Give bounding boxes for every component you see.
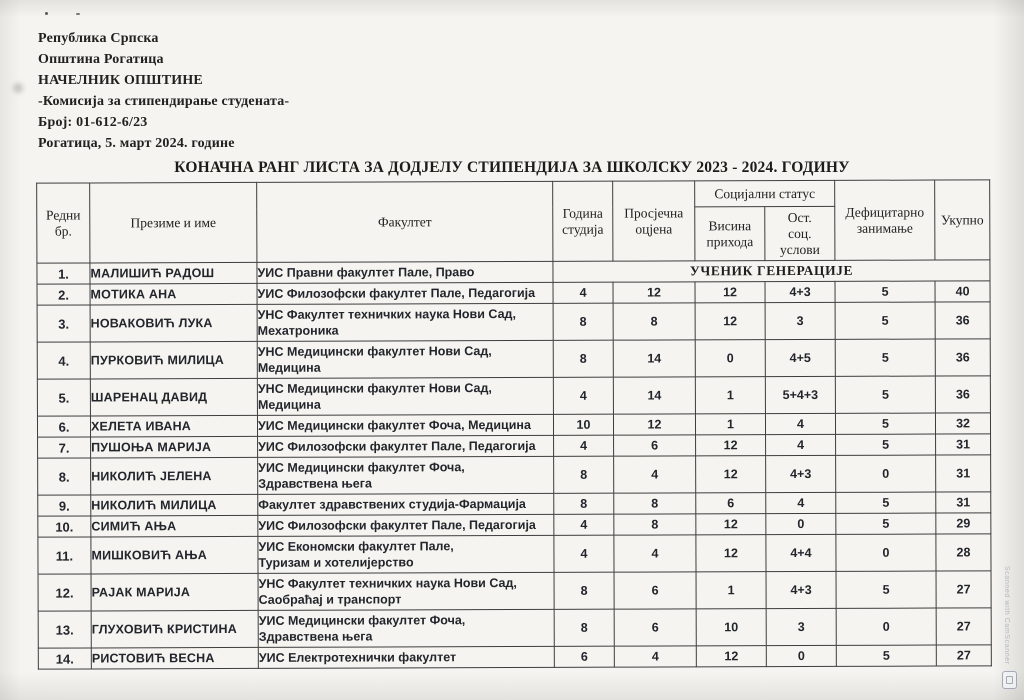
name-cell: МИШКОВИЋ АЊА xyxy=(91,536,258,574)
name-cell: НИКОЛИЋ МИЛИЦА xyxy=(91,494,258,516)
faculty-cell: УИС Електротехнички факултет xyxy=(258,646,554,668)
letterhead-line: НАЧЕЛНИК ОПШТИНЕ xyxy=(38,73,203,88)
avg-grade-cell: 8 xyxy=(614,514,696,535)
avg-grade-cell: 14 xyxy=(613,340,695,377)
year-cell: 4 xyxy=(553,282,613,303)
year-cell: 4 xyxy=(553,377,613,414)
total-cell: 31 xyxy=(936,455,991,492)
rank-cell: 3. xyxy=(37,305,90,342)
deficit-cell: 5 xyxy=(835,281,935,302)
avg-grade-cell: 12 xyxy=(613,282,695,303)
table-row xyxy=(38,534,991,574)
letterhead xyxy=(38,28,289,154)
total-cell: 36 xyxy=(935,376,990,413)
total-cell: 27 xyxy=(936,571,991,608)
avg-grade-cell: 12 xyxy=(613,414,695,435)
header-income: Висина прихода xyxy=(695,207,765,261)
income-cell: 12 xyxy=(696,535,766,572)
total-cell: 40 xyxy=(935,281,990,302)
rank-cell: 5. xyxy=(37,379,90,416)
year-cell: 6 xyxy=(554,646,614,667)
table-row xyxy=(38,608,991,648)
income-cell: 1 xyxy=(695,377,765,414)
income-cell: 12 xyxy=(696,456,766,493)
deficit-cell: 5 xyxy=(835,413,935,434)
deficit-cell: 5 xyxy=(836,492,936,513)
total-cell: 28 xyxy=(936,534,991,571)
other-social-cell: 3 xyxy=(765,302,835,339)
avg-grade-cell: 6 xyxy=(614,609,696,646)
table-row xyxy=(37,376,990,416)
other-social-cell: 4 xyxy=(765,413,835,434)
other-social-cell: 0 xyxy=(766,645,836,666)
year-cell: 8 xyxy=(554,572,614,609)
rank-cell: 12. xyxy=(38,574,91,611)
document-title: КОНАЧНА РАНГ ЛИСТА ЗА ДОДЈЕЛУ СТИПЕНДИЈА ЗА ШКОЛСКУ 2023 - 2024. ГОДИНУ xyxy=(174,159,850,176)
income-cell: 1 xyxy=(696,572,766,609)
header-avg-grade: Просјечна оцјена xyxy=(613,181,695,261)
deficit-cell: 0 xyxy=(836,534,936,571)
scanner-watermark-text: Scanned with CamScanner xyxy=(1003,566,1010,665)
rank-cell: 13. xyxy=(38,611,91,648)
avg-grade-cell: 4 xyxy=(614,646,696,667)
scan-speck xyxy=(45,12,48,15)
faculty-cell: УНС Медицински факултет Нови Сад, Медицина xyxy=(257,377,553,415)
name-cell: ШАРЕНАЦ ДАВИД xyxy=(90,378,257,416)
header-other-social: Ост. соц. услови xyxy=(765,206,835,260)
year-cell: 4 xyxy=(554,514,614,535)
name-cell: МАЛИШИЋ РАДОШ xyxy=(90,262,257,284)
income-cell: 10 xyxy=(696,609,766,646)
name-cell: СИМИЋ АЊА xyxy=(91,515,258,537)
avg-grade-cell: 6 xyxy=(614,572,696,609)
letterhead-line: Рогатица, 5. март 2024. године xyxy=(38,136,235,151)
total-cell: 27 xyxy=(936,645,991,666)
faculty-cell: УНС Факултет техничких наука Нови Сад, Мехатроника xyxy=(257,303,553,341)
ranking-table xyxy=(36,179,992,669)
year-cell: 8 xyxy=(554,609,614,646)
other-social-cell: 4 xyxy=(766,434,836,455)
income-cell: 0 xyxy=(695,340,765,377)
rank-cell: 4. xyxy=(37,342,90,379)
header-year: Година студија xyxy=(553,181,613,261)
faculty-cell: Факултет здравствених студија-Фармација xyxy=(258,493,554,515)
deficit-cell: 5 xyxy=(835,302,935,339)
deficit-cell: 5 xyxy=(836,434,936,455)
other-social-cell: 4+4 xyxy=(766,534,836,571)
other-social-cell: 4+3 xyxy=(765,281,835,302)
year-cell: 8 xyxy=(553,340,613,377)
table-row xyxy=(37,302,990,342)
other-social-cell: 4+5 xyxy=(765,339,835,376)
faculty-cell: УИС Медицински факултет Фоча, Здравствена њега xyxy=(258,456,554,494)
other-social-cell: 4+3 xyxy=(766,455,836,492)
letterhead-line: -Комисија за стипендирање студената- xyxy=(38,94,290,109)
scan-smudge xyxy=(13,83,23,93)
faculty-cell: УИС Правни факултет Пале, Право xyxy=(257,261,553,283)
name-cell: РАЈАК МАРИЈА xyxy=(91,573,258,611)
total-cell: 36 xyxy=(935,339,990,376)
letterhead-line: Општина Рогатица xyxy=(38,52,164,67)
faculty-cell: УИС Филозофски факултет Пале, Педагогија xyxy=(258,514,554,536)
faculty-cell: УИС Медицински факултет Фоча, Медицина xyxy=(257,414,553,436)
year-cell: 4 xyxy=(554,435,614,456)
total-cell: 29 xyxy=(936,513,991,534)
total-cell: 31 xyxy=(936,492,991,513)
year-cell: 10 xyxy=(553,414,613,435)
rank-cell: 8. xyxy=(38,458,91,495)
deficit-cell: 5 xyxy=(836,571,936,608)
income-cell: 12 xyxy=(696,646,766,667)
faculty-cell: УИС Медицински факултет Фоча, Здравствена њега xyxy=(258,609,554,647)
other-social-cell: 0 xyxy=(766,513,836,534)
income-cell: 6 xyxy=(696,493,766,514)
income-cell: 12 xyxy=(696,514,766,535)
header-rank: Редни бр. xyxy=(37,183,90,263)
year-cell: 8 xyxy=(554,456,614,493)
letterhead-line: Број: 01-612-6/23 xyxy=(38,115,148,130)
name-cell: ГЛУХОВИЋ КРИСТИНА xyxy=(91,610,258,648)
faculty-cell: УИС Економски факултет Пале, Туризам и хотелијерство xyxy=(258,535,554,573)
avg-grade-cell: 4 xyxy=(614,456,696,493)
deficit-cell: 0 xyxy=(836,608,936,645)
year-cell: 8 xyxy=(554,493,614,514)
faculty-cell: УИС Филозофски факултет Пале, Педагогија xyxy=(258,435,554,457)
header-total: Укупно xyxy=(935,180,990,260)
camscanner-icon xyxy=(1002,671,1017,689)
ranking-table-body xyxy=(37,260,991,669)
income-cell: 12 xyxy=(695,282,765,303)
name-cell: ПУРКОВИЋ МИЛИЦА xyxy=(90,341,257,379)
name-cell: МОТИКА АНА xyxy=(90,283,257,305)
name-cell: НОВАКОВИЋ ЛУКА xyxy=(90,304,257,342)
rank-cell: 2. xyxy=(37,284,90,305)
deficit-cell: 0 xyxy=(836,455,936,492)
header-name: Презиме и име xyxy=(90,182,257,263)
income-cell: 12 xyxy=(695,303,765,340)
other-social-cell: 3 xyxy=(766,608,836,645)
table-row xyxy=(38,455,991,495)
header-faculty: Факултет xyxy=(257,181,553,262)
avg-grade-cell: 6 xyxy=(614,435,696,456)
faculty-cell: УНС Медицински факултет Нови Сад, Медицина xyxy=(257,340,553,378)
name-cell: ПУШОЊА МАРИЈА xyxy=(91,436,258,458)
other-social-cell: 4 xyxy=(766,492,836,513)
year-cell: 8 xyxy=(553,303,613,340)
table-row xyxy=(37,339,990,379)
table-header xyxy=(37,180,990,263)
year-cell: 4 xyxy=(554,535,614,572)
header-social-status-group: Социјални статус xyxy=(695,180,835,206)
table-row xyxy=(38,645,991,669)
total-cell: 36 xyxy=(935,302,990,339)
other-social-cell: 5+4+3 xyxy=(765,376,835,413)
deficit-cell: 5 xyxy=(835,339,935,376)
name-cell: РИСТОВИЋ ВЕСНА xyxy=(91,647,258,669)
rank-cell: 1. xyxy=(37,263,90,284)
table-row xyxy=(38,571,991,611)
avg-grade-cell: 14 xyxy=(613,377,695,414)
rank-cell: 9. xyxy=(38,495,91,516)
letterhead-line: Република Српска xyxy=(38,31,159,46)
rank-cell: 10. xyxy=(38,516,91,537)
rank-cell: 7. xyxy=(38,437,91,458)
deficit-cell: 5 xyxy=(836,513,936,534)
total-cell: 32 xyxy=(935,413,990,434)
name-cell: НИКОЛИЋ ЈЕЛЕНА xyxy=(91,457,258,495)
faculty-cell: УНС Факултет техничких наука Нови Сад, Саобраћај и транспорт xyxy=(258,572,554,610)
header-deficit-occupation: Дефицитарно занимање xyxy=(835,180,935,260)
rank-cell: 14. xyxy=(38,648,91,669)
total-cell: 27 xyxy=(936,608,991,645)
avg-grade-cell: 8 xyxy=(613,303,695,340)
name-cell: ХЕЛЕТА ИВАНА xyxy=(90,415,257,437)
total-cell: 31 xyxy=(936,434,991,455)
generation-pupil-note-cell: УЧЕНИК ГЕНЕРАЦИЈЕ xyxy=(553,260,990,283)
deficit-cell: 5 xyxy=(835,376,935,413)
income-cell: 12 xyxy=(696,435,766,456)
avg-grade-cell: 8 xyxy=(614,493,696,514)
deficit-cell: 5 xyxy=(836,645,936,666)
rank-cell: 6. xyxy=(37,416,90,437)
faculty-cell: УИС Филозофски факултет Пале, Педагогија xyxy=(257,282,553,304)
income-cell: 1 xyxy=(695,414,765,435)
rank-cell: 11. xyxy=(38,537,91,574)
avg-grade-cell: 4 xyxy=(614,535,696,572)
scan-speck xyxy=(76,13,80,15)
other-social-cell: 4+3 xyxy=(766,571,836,608)
